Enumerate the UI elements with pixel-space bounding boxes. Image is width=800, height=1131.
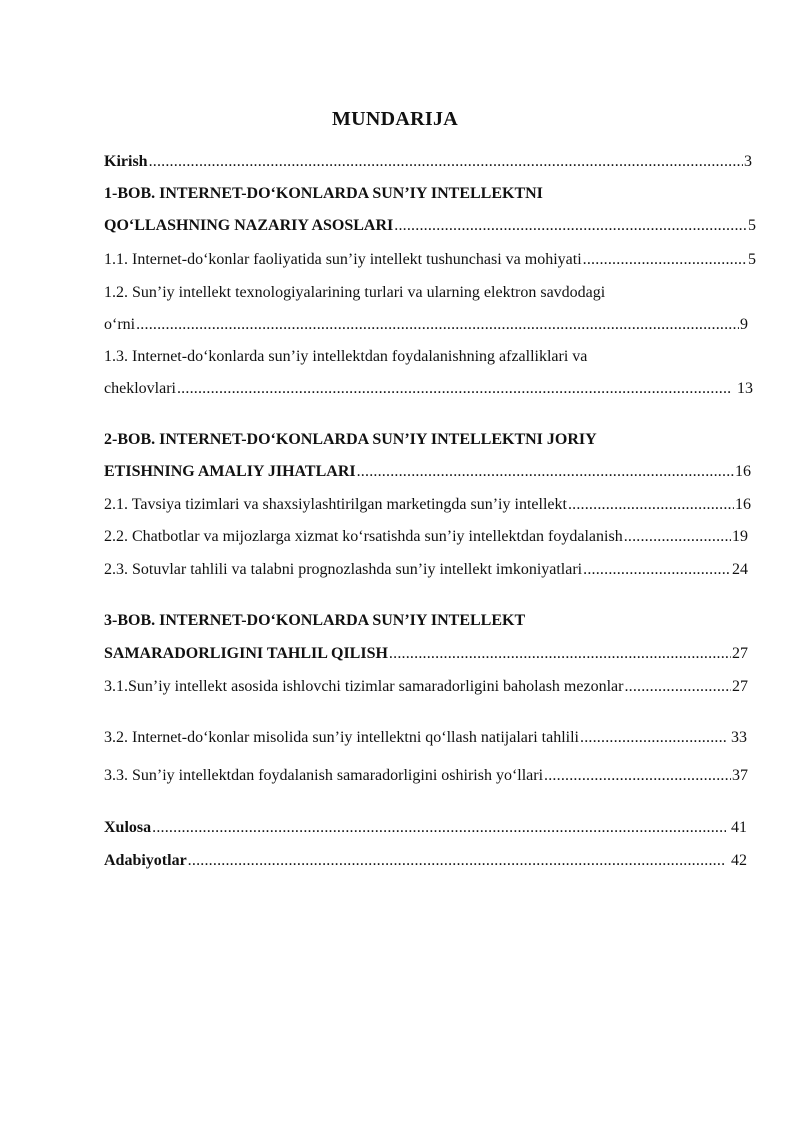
toc-page-number: 5 bbox=[748, 217, 756, 234]
toc-entry-3-1[interactable] bbox=[104, 674, 748, 700]
toc-page-number: 3 bbox=[744, 153, 752, 170]
toc-chapter-3-heading[interactable]: 3-BOB. INTERNET-DO‘KONLARDA SUN’IY INTELLEKT bbox=[104, 612, 526, 629]
dot-leader bbox=[149, 149, 743, 175]
page-title: MUNDARIJA bbox=[331, 108, 459, 130]
toc-page-number: 42 bbox=[731, 852, 747, 869]
toc-entry-2-3[interactable] bbox=[104, 557, 748, 583]
dot-leader bbox=[357, 459, 734, 485]
dot-leader bbox=[394, 213, 747, 239]
dot-leader bbox=[152, 815, 726, 841]
toc-entry-3-2[interactable] bbox=[104, 725, 747, 751]
dot-leader bbox=[624, 674, 731, 700]
dot-leader bbox=[544, 763, 731, 789]
toc-page-number: 19 bbox=[732, 528, 748, 545]
toc-page-number: 9 bbox=[740, 316, 748, 333]
toc-page-number: 33 bbox=[731, 729, 747, 746]
toc-chapter-1-heading[interactable]: 1-BOB. INTERNET-DO‘KONLARDA SUN’IY INTELLEKTNI bbox=[104, 185, 543, 202]
toc-page-number: 37 bbox=[732, 767, 748, 784]
toc-entry-label: QO‘LLASHNING NAZARIY ASOSLARI bbox=[104, 217, 394, 234]
toc-entry-1-3[interactable] bbox=[104, 376, 753, 402]
dot-leader bbox=[580, 725, 726, 751]
toc-page-number: 27 bbox=[732, 645, 748, 662]
toc-entry-1-2[interactable] bbox=[104, 312, 748, 338]
toc-entry-label: Adabiyotlar bbox=[104, 852, 187, 869]
toc-entry-adabiyotlar[interactable] bbox=[104, 848, 747, 874]
toc-entry-chapter-3[interactable] bbox=[104, 641, 748, 667]
toc-entry-label: 3.3. Sun’iy intellektdan foydalanish samaradorligini oshirish yo‘llari bbox=[104, 767, 544, 784]
toc-entry-label: SAMARADORLIGINI TAHLIL QILISH bbox=[104, 645, 388, 662]
dot-leader bbox=[177, 376, 732, 402]
toc-entry-label: ETISHNING AMALIY JIHATLARI bbox=[104, 463, 356, 480]
toc-entry-label: Kirish bbox=[104, 153, 148, 170]
toc-entry-label: 3.2. Internet-do‘konlar misolida sun’iy intellektni qo‘llash natijalari tahlili bbox=[104, 729, 579, 746]
toc-entry-1-2-line1[interactable]: 1.2. Sun’iy intellekt texnologiyalarining turlari va ularning elektron savdodagi bbox=[104, 284, 606, 301]
dot-leader bbox=[389, 641, 731, 667]
toc-entry-1-3-line1[interactable]: 1.3. Internet-do‘konlarda sun’iy intellektdan foydalanishning afzalliklari va bbox=[104, 348, 588, 365]
toc-page-number: 5 bbox=[748, 251, 756, 268]
toc-page-number: 24 bbox=[732, 561, 748, 578]
dot-leader bbox=[583, 557, 731, 583]
toc-entry-label: 1.1. Internet-do‘konlar faoliyatida sun’iy intellekt tushunchasi va mohiyati bbox=[104, 251, 582, 268]
toc-page-number: 27 bbox=[732, 678, 748, 695]
dot-leader bbox=[188, 848, 726, 874]
toc-entry-3-3[interactable] bbox=[104, 763, 748, 789]
toc-entry-label: cheklovlari bbox=[104, 380, 176, 397]
toc-entry-xulosa[interactable] bbox=[104, 815, 747, 841]
toc-entry-label: 3.1.Sun’iy intellekt asosida ishlovchi tizimlar samaradorligini baholash mezonlar bbox=[104, 678, 624, 695]
toc-page-number: 13 bbox=[737, 380, 753, 397]
toc-entry-chapter-2[interactable] bbox=[104, 459, 751, 485]
toc-entry-1-1[interactable] bbox=[104, 247, 756, 273]
toc-entry-2-1[interactable] bbox=[104, 492, 751, 518]
toc-page-number: 16 bbox=[735, 463, 751, 480]
toc-entry-label: 2.1. Tavsiya tizimlari va shaxsiylashtirilgan marketingda sun’iy intellekt bbox=[104, 496, 567, 513]
dot-leader bbox=[583, 247, 747, 273]
dot-leader bbox=[624, 524, 731, 550]
toc-entry-kirish[interactable] bbox=[104, 149, 752, 175]
toc-entry-label: o‘rni bbox=[104, 316, 136, 333]
toc-page-number: 16 bbox=[735, 496, 751, 513]
toc-entry-label: Xulosa bbox=[104, 819, 152, 836]
toc-entry-label: 2.3. Sotuvlar tahlili va talabni prognozlashda sun’iy intellekt imkoniyatlari bbox=[104, 561, 583, 578]
toc-chapter-2-heading[interactable]: 2-BOB. INTERNET-DO‘KONLARDA SUN’IY INTELLEKTNI JORIY bbox=[104, 431, 597, 448]
toc-page-number: 41 bbox=[731, 819, 747, 836]
toc-entry-2-2[interactable] bbox=[104, 524, 748, 550]
toc-entry-label: 2.2. Chatbotlar va mijozlarga xizmat ko‘rsatishda sun’iy intellektdan foydalanish bbox=[104, 528, 623, 545]
dot-leader bbox=[136, 312, 739, 338]
toc-entry-chapter-1[interactable] bbox=[104, 213, 756, 239]
dot-leader bbox=[568, 492, 734, 518]
